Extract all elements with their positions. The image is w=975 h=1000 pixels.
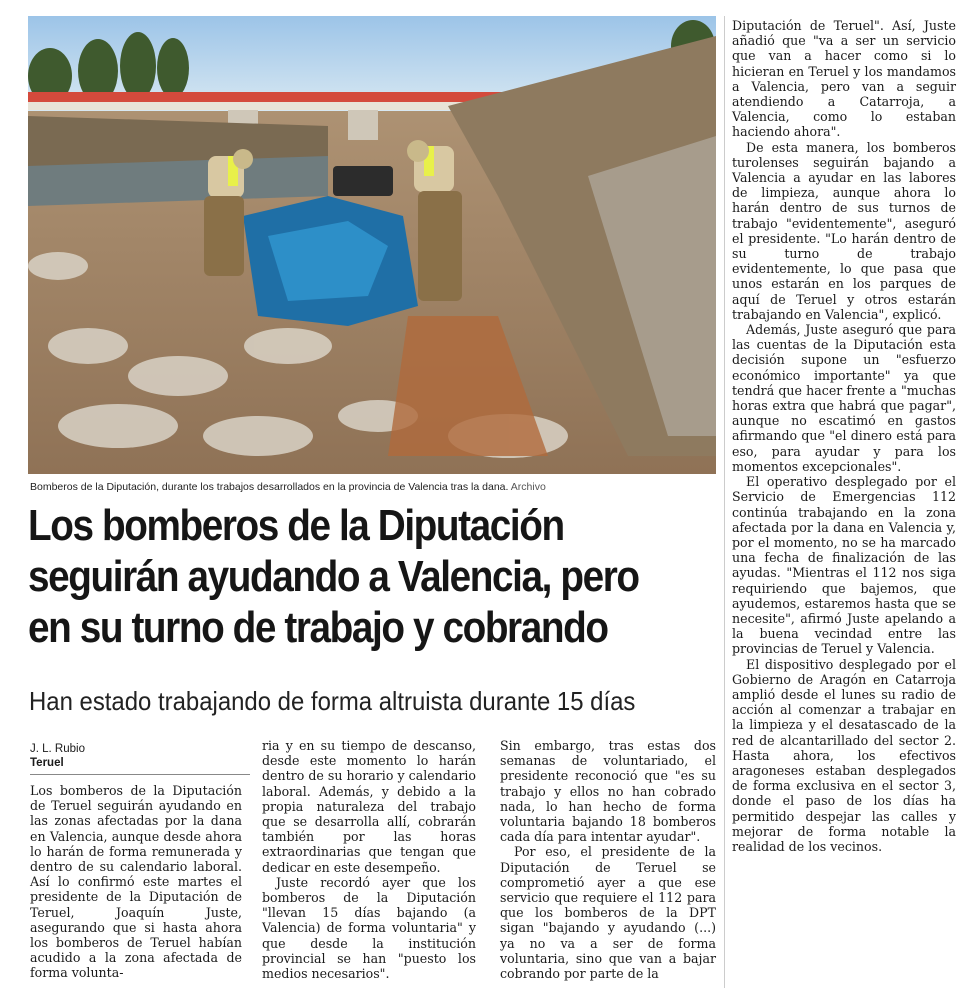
byline	[30, 742, 85, 770]
paragraph: De esta manera, los bomberos turolenses seguirán bajando a Valencia a ayudar en las labores de limpieza, aunque ahora lo harán dentro de sus turnos de trabajo "evidentemente", aseguró el presidente. "Lo harán dentro de su turno de trabajo evidentemente, lo que pasa que unos estarán en los parques de aquí de Teruel y otros estarán trabajando en Valencia", explicó.	[732, 139, 956, 322]
subheadline: Han estado trabajando de forma altruista durante 15 días	[29, 686, 636, 716]
paragraph: Por eso, el presidente de la Diputación de Teruel se comprometió ayer a que ese servicio que requiere el 112 para que los bomberos de la DPT sigan "bajando y ayudando (...) ya no va a ser de forma voluntaria, sino que van a bajar cobrando por parte de la	[500, 844, 716, 982]
paragraph: El dispositivo desplegado por el Gobierno de Aragón en Catarroja amplió desde el lunes su radio de acción al comenzar a trabajar en la limpieza y el desatascado de la red de alcantarillado del sector 2. Hasta ahora, los efectivos aragoneses estaban desplegados de forma exclusiva en el sector 3, donde el paso de los días ha permitido despejar las calles y mejorar de forma notable la realidad de los vecinos.	[732, 656, 956, 854]
paragraph: ria y en su tiempo de descanso, desde este momento lo harán dentro de su horario y calendario laboral. Además, y debido a la propia naturaleza del trabajo que se desarrolla allí, cobrarán también por las horas extraordinarias que tengan que dedicar en este desempeño.	[262, 738, 476, 875]
article-column-4	[732, 18, 956, 854]
headline: Los bomberos de la Diputación seguirán ayudando a Valencia, pero en su turno de trabajo y cobrando	[28, 501, 639, 652]
article-photo	[28, 16, 716, 474]
location: Teruel	[30, 757, 64, 769]
paragraph: Los bomberos de la Diputación de Teruel seguirán ayudando en las zonas afectadas por la dana en Valencia, aunque desde ahora lo harán de forma remunerada y dentro de su calendario laboral. Así lo confirmó este martes el presidente de la Diputación de Teruel, Joaquín Juste, asegurando que si hasta ahora los bomberos de Teruel habían acudido a la zona afectada de forma volunta-	[30, 783, 242, 981]
paragraph: El operativo desplegado por el Servicio de Emergencias 112 continúa trabajando en la zona afectada por la dana en Valencia y, por el momento, no se ha marcado una fecha de finalización de las ayudas. "Mientras el 112 nos siga requiriendo que bajemos, que ayudemos, estaremos hasta que se necesite", afirmó Juste apelando a la buena vecindad entre las provincias de Teruel y Valencia.	[732, 474, 956, 657]
paragraph: Diputación de Teruel". Así, Juste añadió que "va a ser un servicio que van a hacer como si lo hicieran en Teruel y los mandamos a Valencia, pero van a seguir atendiendo a Catarroja, a Valencia, como lo estaban haciendo ahora".	[732, 18, 956, 140]
photo-illustration	[28, 16, 716, 474]
byline-divider	[30, 774, 250, 775]
article-column-2	[262, 738, 476, 981]
photo-credit: Archivo	[510, 481, 546, 493]
photo-caption	[30, 480, 720, 494]
paragraph: Sin embargo, tras estas dos semanas de voluntariado, el presidente reconoció que "es su trabajo y ellos no han cobrado nada, lo han hecho de forma voluntaria bajando 18 bomberos cada día para intentar ayudar".	[500, 738, 716, 845]
paragraph: Juste recordó ayer que los bomberos de la Diputación "llevan 15 días bajando (a Valencia) de forma voluntaria" y que desde la institución provincial se han "puesto los medios necesarios".	[262, 874, 476, 982]
article-column-1	[30, 783, 242, 981]
article-column-3	[500, 738, 716, 981]
column-divider	[724, 16, 725, 988]
paragraph: Además, Juste aseguró que para las cuentas de la Diputación esta decisión supone un "esfuerzo económico importante" ya que tendrá que hacer frente a "muchas horas extra que habrá que pagar", aunque no escatimó en gastos afirmando que "el dinero está para eso, para ayudar y para los momentos excepcionales".	[732, 322, 956, 474]
caption-text: Bomberos de la Diputación, durante los trabajos desarrollados en la provincia de Valencia tras la dana.	[30, 481, 509, 493]
author: J. L. Rubio	[30, 743, 85, 755]
